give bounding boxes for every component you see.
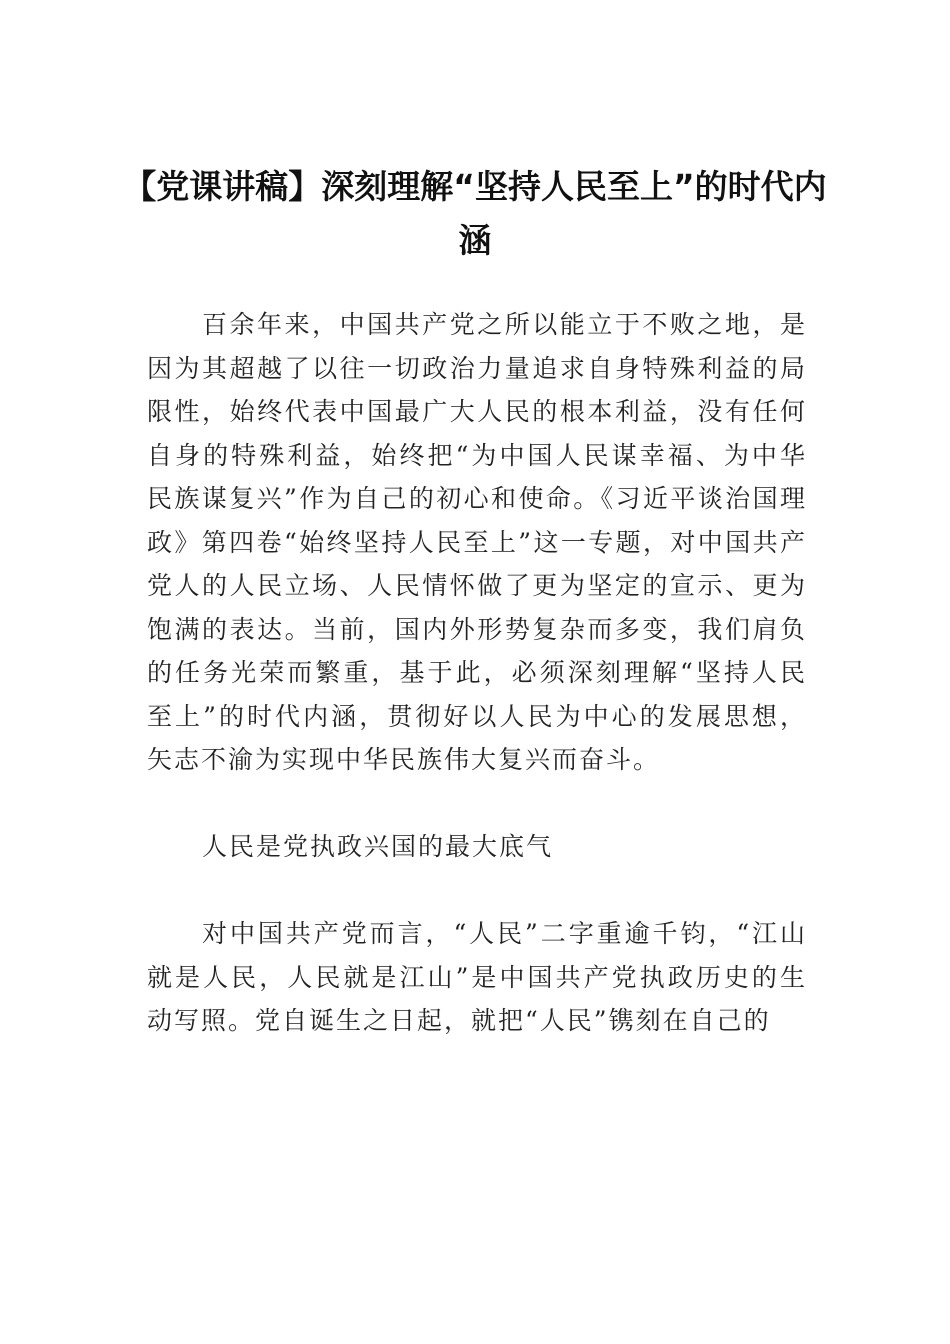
document-body <box>147 303 807 1043</box>
paragraph-intro: 百余年来，中国共产党之所以能立于不败之地，是因为其超越了以往一切政治力量追求自身特殊利益的局限性，始终代表中国最广大人民的根本利益，没有任何自身的特殊利益，始终把“为中国人民谋幸福、为中华民族谋复兴”作为自己的初心和使命。《习近平谈治国理政》第四卷“始终坚持人民至上”这一专题，对中国共产党人的人民立场、人民情怀做了更为坚定的宣示、更为饱满的表达。当前，国内外形势复杂而多变，我们肩负的任务光荣而繁重，基于此，必须深刻理解“坚持人民至上”的时代内涵，贯彻好以人民为中心的发展思想，矢志不渝为实现中华民族伟大复兴而奋斗。 <box>147 310 807 774</box>
paragraph-section-1: 对中国共产党而言，“人民”二字重逾千钧，“江山就是人民，人民就是江山”是中国共产党执政历史的生动写照。党自诞生之日起，就把“人民”镌刻在自己的 <box>147 919 807 1035</box>
section-heading: 人民是党执政兴国的最大底气 <box>202 832 554 861</box>
paragraph-spacer <box>147 782 807 826</box>
paragraph-spacer <box>147 869 807 913</box>
document-title: 【党课讲稿】深刻理解“坚持人民至上”的时代内涵 <box>123 167 827 260</box>
